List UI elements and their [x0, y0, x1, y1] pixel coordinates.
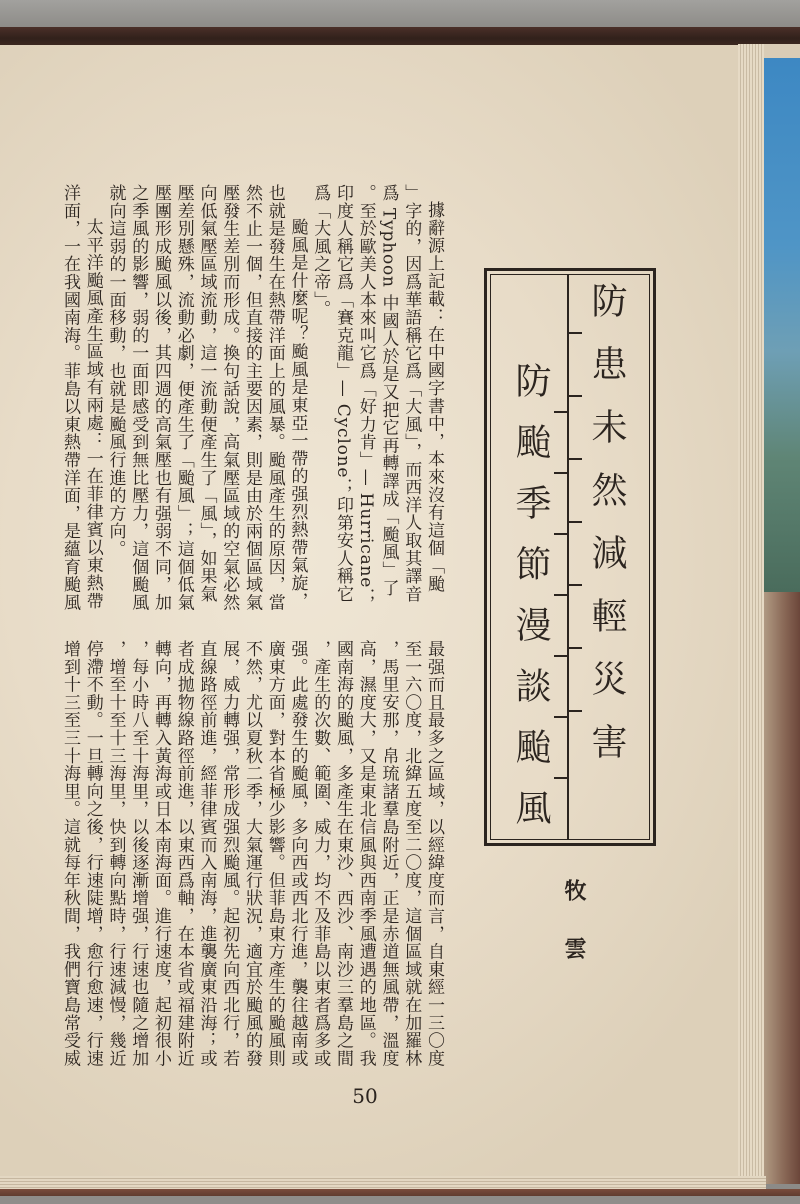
page-edges-right — [738, 44, 765, 1184]
text-column: 然不止一個，但直接的主要因素，則是由於兩個區域氣 — [242, 184, 262, 612]
text-column: 據辭源上記載：在中國字書中，本來沒有這個「颱 — [424, 201, 444, 593]
text-column: 」字的，因爲華語稱它爲「大風」，而西洋人取其譯音 — [401, 184, 422, 603]
text-column: ，每小時八至十海里，以後逐漸增强，行速也隨之增加 — [128, 640, 149, 1068]
text-column: 向低氣壓區域流動，這一流動便產生了「風」，如果氣 — [196, 184, 217, 603]
author-name: 牧雲 — [561, 879, 587, 995]
text-column: 洋面，一在我國南海。菲島以東熱帶洋面，是蘊育颱風 — [60, 184, 80, 612]
text-column: 高，濕度大，又是東北信風與西南季風遭遇的地區。我 — [355, 640, 376, 1068]
text-column: 印度人稱它爲「賽克龍」— Cyclone；印第安人稱它 — [333, 184, 353, 603]
page-number: 50 — [352, 1084, 378, 1108]
text-column: 至一六〇度，北緯五度至二〇度，這個區域就在加羅林 — [401, 640, 422, 1068]
text-column: 壓團形成颱風以後，其四週的高氣壓也有强弱不同，加 — [151, 184, 171, 612]
title-frame-tick — [568, 584, 582, 586]
text-column: 。至於歐美人本來叫它爲「好力肯」— Hurricane； — [355, 184, 376, 606]
book-cover-edge-top — [0, 27, 800, 46]
title-line-sub: 防颱季節漫談颱風 — [510, 362, 551, 850]
text-column: 也就是發生在熱帶洋面上的風暴。颱風產生的原因，當 — [264, 184, 285, 612]
text-column: 展，威力轉强，常形成强烈颱風。起初先向西北行，若 — [219, 640, 240, 1068]
text-column: 直線路徑前進，經菲律賓而入南海，進襲廣東沿海；或 — [196, 640, 217, 1068]
title-frame-tick — [554, 716, 568, 718]
text-column: 停滯不動。一旦轉向之後，行速陡增，愈行愈速，行速 — [82, 640, 103, 1068]
title-frame-tick — [568, 647, 582, 649]
text-column: ，馬里安那，帛琉諸羣島附近，正是赤道無風帶，溫度 — [378, 640, 399, 1068]
text-column: 爲「大風之帝」。 — [310, 184, 331, 318]
title-frame-tick — [554, 777, 568, 779]
title-frame-tick — [568, 458, 582, 460]
title-frame-tick — [554, 655, 568, 657]
text-column: 就向這弱的一面移動，也就是颱風行進的方向。 — [105, 184, 126, 558]
text-column: 壓差別懸殊，流動必劇，便產生了「颱風」；這個低氣 — [173, 184, 194, 612]
text-column: 不然，尤以夏秋二季，大氣運行狀況，適宜於颱風的發 — [242, 640, 262, 1068]
title-frame-tick — [554, 472, 568, 474]
text-column: 國南海的颱風，多產生在東沙、西沙、南沙三羣島之間 — [333, 640, 353, 1068]
page-edges-corner — [764, 44, 800, 58]
next-page-photo-strip — [764, 58, 800, 592]
text-column: 者成拋物線路徑前進，以東西爲軸，在本省或福建附近 — [173, 640, 194, 1068]
title-frame-tick — [568, 395, 582, 397]
text-column: 廣東方面，對本省極少影響。但菲島東方產生的颱風則 — [264, 640, 285, 1068]
text-column: 增到十三至三十海里。這就每年秋間，我們寶島常受威 — [60, 640, 80, 1068]
text-column: ，產生的次數、範圍、威力，均不及菲島以東者爲多或 — [310, 640, 331, 1068]
book-cover-edge-right — [764, 592, 800, 1184]
text-column: 轉向，再轉入黃海或日本南海面。進行速度，起初很小 — [151, 640, 171, 1068]
body-text-upper — [57, 184, 445, 616]
text-column: 之季風的影響，弱的一面即感受到無比壓力，這個颱風 — [128, 184, 149, 612]
title-frame-tick — [554, 594, 568, 596]
text-column: 太平洋颱風產生區域有兩處：一在菲律賓以東熱帶 — [82, 218, 103, 610]
text-column: 强。此處發生的颱風，多向西或西北行進，襲往越南或 — [287, 640, 308, 1068]
title-frame-tick — [554, 411, 568, 413]
title-frame-tick — [568, 521, 582, 523]
page-edges-bottom — [0, 1176, 766, 1190]
background-bottom — [0, 1196, 800, 1204]
title-frame-tick — [568, 332, 582, 334]
text-column: 颱風是什麼呢？颱風是東亞一帶的强烈熱帶氣旋， — [287, 218, 308, 610]
text-column: 最强而且最多之區域，以經緯度而言，自東經一三〇度 — [424, 640, 444, 1068]
title-frame-tick — [554, 533, 568, 535]
title-frame-tick — [568, 710, 582, 712]
body-text-lower — [57, 640, 445, 1072]
text-column: ，增至十至十三海里，快到轉向點時，行速減慢，幾近 — [105, 640, 126, 1068]
text-column: 爲 Typhoon 中國人於是又把它再轉譯成「颱風」了 — [378, 184, 399, 597]
text-column: 壓發生差別而形成。換句話說，高氣壓區域的空氣必然 — [219, 184, 240, 612]
title-line-main: 防患未然減輕災害 — [586, 282, 627, 786]
title-frame-divider — [567, 275, 569, 840]
